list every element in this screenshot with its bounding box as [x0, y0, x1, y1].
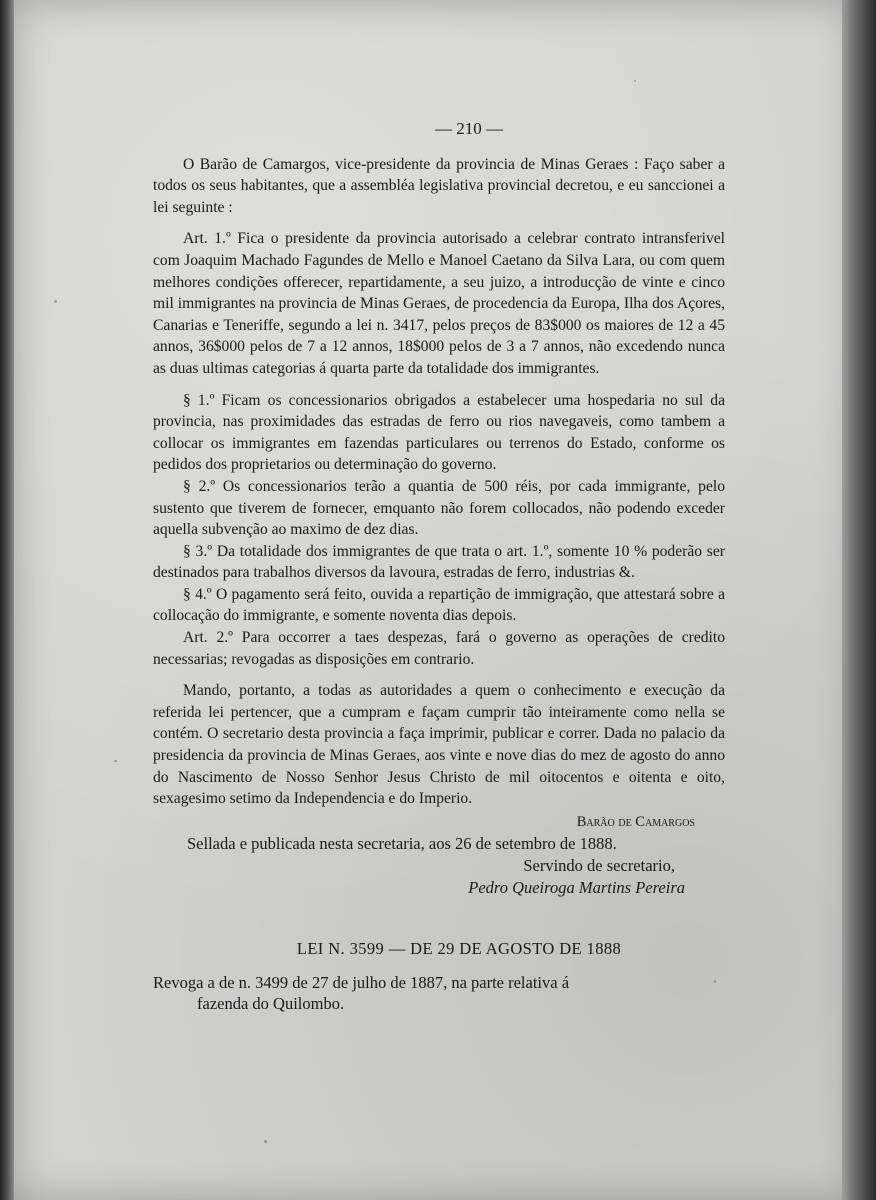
paragraph-4: § 4.º O pagamento será feito, ouvida a repartição de immigração, que attestará sobre a collocação do immigrante, e somente noventa dias depois. — [153, 585, 725, 625]
preamble-paragraph: O Barão de Camargos, vice-presidente da provincia de Minas Geraes : Faço saber a todos os seus habitantes, que a assembléa legislativa provincial decretou, e eu sanccionei a lei seguinte : — [153, 155, 725, 216]
article-1: Art. 1.º Fica o presidente da provincia autorisado a celebrar contrato intransferivel com Joaquim Machado Fagundes de Mello e Manoel Caetano da Silva Lara, ou com quem melhores condições offerecer, repartidamente, a seu juizo, a introducção de vinte e cinco mil immigrantes na provincia de Minas Geraes, de procedencia da Europa, Ilha dos Açores, Canarias e Teneriffe, segundo a lei n. 3417, pelos preços de 83$000 os maiores de 12 a 45 annos, 36$000 pelos de 7 a 12 annos, 18$000 pelos de 3 a 7 annos, não excedendo nunca as duas ultimas categorias á quarta parte da totalidade dos immigrantes. — [153, 230, 725, 377]
paragraph-1: § 1.º Ficam os concessionarios obrigados a estabelecer uma hospedaria no sul da provincia, nas proximidades das estradas de ferro ou rios navegaveis, como tambem a collocar os immigrantes em fazendas particulares ou terrenos do Estado, conforme os pedidos dos proprietarios ou determinação do governo. — [153, 391, 725, 474]
paragraph-3: § 3.º Da totalidade dos immigrantes de que trata o art. 1.º, somente 10 % poderão ser destinados para trabalhos diversos da lavoura, estradas de ferro, industrias &. — [153, 542, 725, 582]
page-right-edge — [842, 0, 876, 1200]
law-summary — [153, 972, 725, 1015]
paragraph-2: § 2.º Os concessionarios terão a quantia de 500 réis, por cada immigrante, pelo sustento que tiverem de fornecer, emquanto não forem collocados, não podendo exceder aquella subvenção ao maximo de dez dias. — [153, 477, 725, 539]
sealed-line: Sellada e publicada nesta secretaria, aos 26 de setembro de 1888. — [187, 834, 617, 854]
mandate-paragraph: Mando, portanto, a todas as autoridades a quem o conhecimento e execução da referida lei pertencer, que a cumpram e façam cumprir tão inteiramente como nella se contém. O secretario desta provincia a faça imprimir, publicar e correr. Dada no palacio da presidencia da provincia de Minas Geraes, aos vinte e nove dias do mez de agosto do anno do Nascimento de Nosso Senhor Jesus Christo de mil oitocentos e oitenta e oito, sexagesimo setimo da Independencia e do Imperio. — [153, 682, 725, 808]
law-summary-line-1: Revoga a de n. 3499 de 27 de julho de 1887, na parte relativa á — [153, 972, 570, 992]
law-title: LEI N. 3599 — DE 29 DE AGOSTO DE 1888 — [296, 939, 622, 959]
secretary-name: Pedro Queiroga Martins Pereira — [468, 877, 685, 897]
page-left-edge — [0, 0, 14, 1200]
page-number: — 210 — — [435, 119, 503, 138]
serving-line: Servindo de secretario, — [523, 856, 675, 875]
law-summary-line-2: fazenda do Quilombo. — [197, 994, 345, 1014]
article-2: Art. 2.º Para occorrer a taes despezas, fará o governo as operações de credito necessarias; revogadas as disposições em contrario. — [153, 629, 725, 668]
document-text — [153, 118, 725, 1015]
signature: Barão de Camargos — [576, 813, 695, 830]
